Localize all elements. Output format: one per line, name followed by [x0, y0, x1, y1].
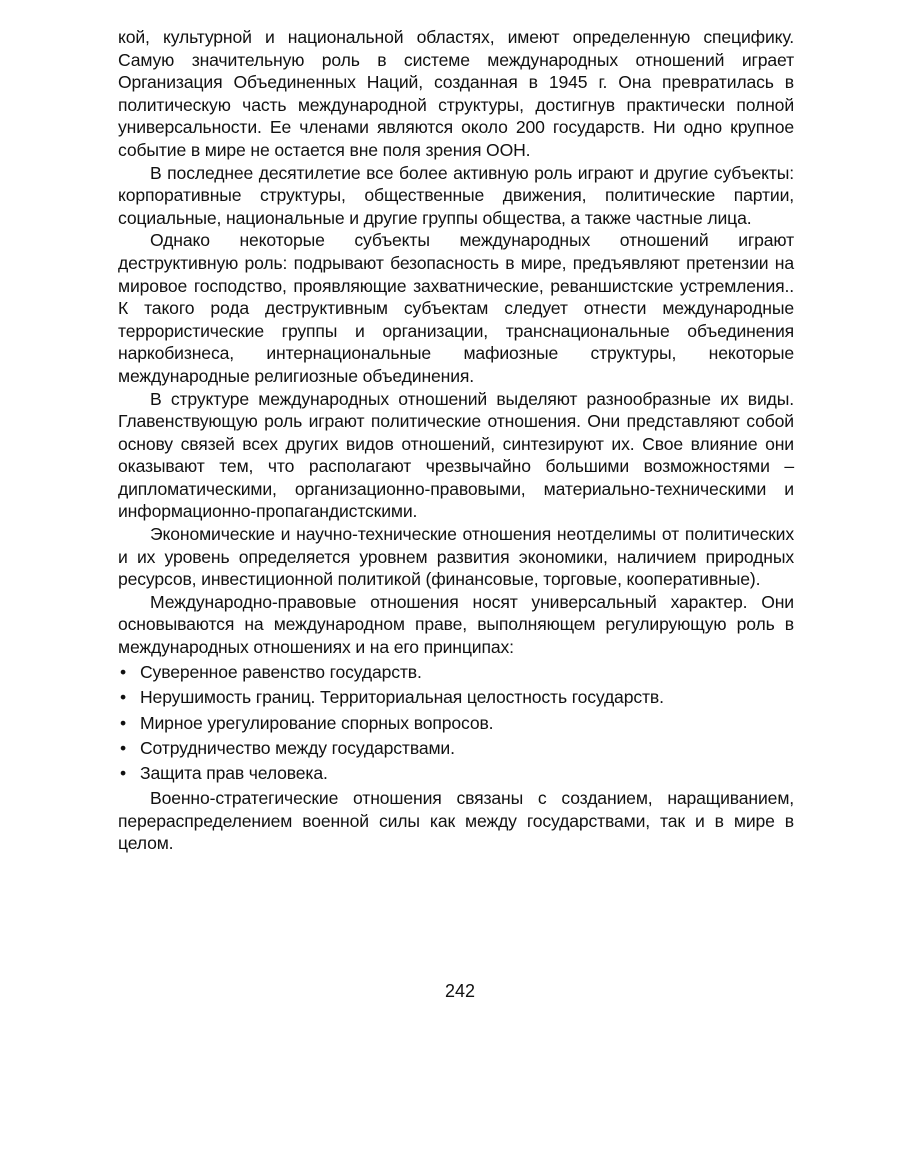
paragraph-legal-relations: Международно-правовые отношения носят универсальный характер. Они основываются на международном праве, выполняющем регулирующую роль в международных отношениях и на его принципах: [118, 591, 794, 658]
list-item-text: Защита прав человека. [140, 762, 328, 783]
page-body [118, 26, 794, 855]
paragraph-other-subjects: В последнее десятилетие все более активную роль играют и другие субъекты: корпоративные структуры, общественные движения, политические партии, социальные, национальные и другие группы общества, а также частные лица. [118, 162, 794, 228]
list-item-text: Мирное урегулирование спорных вопросов. [140, 712, 494, 733]
list-item [118, 762, 794, 785]
paragraph-economic-relations: Экономические и научно-технические отношения неотделимы от политических и их уровень определяется уровнем развития экономики, наличием природных ресурсов, инвестиционной политикой (финансовые, торговые, кооперативные). [118, 524, 794, 590]
paragraph-continuation: кой, культурной и национальной областях, имеют определенную специфику. Самую значительную роль в системе международных отношений играет Организация Объединенных Наций, созданная в 1945 г. Она превратилась в политическую часть международной структуры, достигнув практически полной универсальности. Ее членами являются около 200 государств. Ни одно крупное событие в мире не остается вне поля зрения ООН. [118, 27, 794, 160]
bullet-icon: • [120, 712, 127, 733]
bullet-icon: • [120, 687, 127, 708]
bullet-icon: • [120, 737, 127, 758]
list-item [118, 661, 794, 684]
list-item-text: Сотрудничество между государствами. [140, 737, 455, 758]
paragraph-destructive-subjects: Однако некоторые субъекты международных отношений играют деструктивную роль: подрывают безопасность в мире, предъявляют претензии на мировое господство, проявляющие захватнические, реваншистские устремления.. К такого рода деструктивным субъектам следует отнести международные террористические группы и организации, транснациональные объединения наркобизнеса, интернациональные мафиозные структуры, некоторые международные религиозные объединения. [118, 230, 794, 386]
list-item [118, 686, 794, 709]
page-number: 242 [444, 981, 476, 1001]
list-item [118, 737, 794, 760]
paragraph-relation-types: В структуре международных отношений выделяют разнообразные их виды. Главенствующую роль играют политические отношения. Они представляют собой основу связей всех других видов отношений, синтезируют их. Свое влияние они оказывают тем, что располагают чрезвычайно большими возможностями – дипломатическими, организационно-правовыми, материально-техническими и информационно-пропагандистскими. [118, 388, 794, 522]
principles-list [118, 661, 794, 784]
paragraph-military-relations: Военно-стратегические отношения связаны с созданием, наращиванием, перераспределением военной силы как между государствами, так и в мире в целом. [118, 788, 794, 854]
list-item [118, 712, 794, 735]
list-item-text: Нерушимость границ. Территориальная целостность государств. [140, 687, 664, 708]
bullet-icon: • [120, 662, 127, 683]
bullet-icon: • [120, 762, 127, 783]
list-item-text: Суверенное равенство государств. [140, 662, 422, 683]
